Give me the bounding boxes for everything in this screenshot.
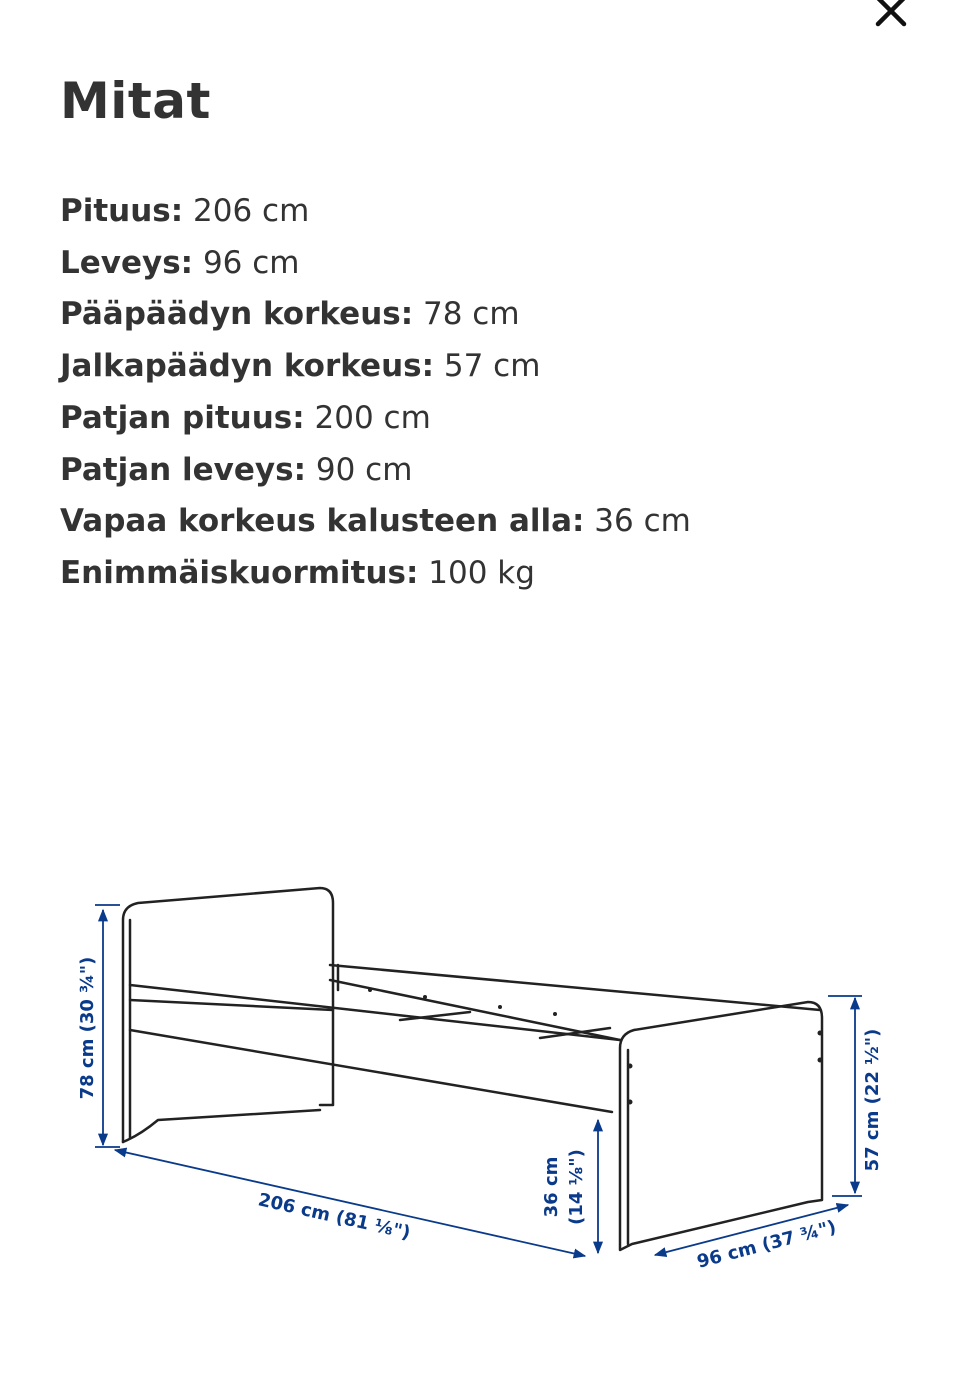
measurement-value: 100 kg	[428, 554, 535, 591]
measurement-value: 206 cm	[193, 193, 310, 229]
measurement-footboard-height	[60, 341, 691, 393]
clearance-cm-label: 36 cm	[541, 1156, 562, 1218]
measurement-value: 57 cm	[443, 348, 541, 385]
page-title: Mitat	[60, 72, 211, 130]
measurement-value: 96 cm	[202, 244, 300, 281]
length-label: 206 cm (81 ⅛")	[256, 1189, 413, 1244]
measurement-width	[60, 238, 691, 290]
measurement-label: Patjan leveys:	[60, 451, 306, 488]
bed-holes	[368, 988, 823, 1105]
measurement-value: 36 cm	[594, 503, 691, 540]
headboard-height-label: 78 cm (30 ¾")	[77, 956, 98, 1100]
dimension-lines	[95, 905, 862, 1256]
measurement-value: 90 cm	[315, 451, 413, 488]
width-label: 96 cm (37 ¾")	[694, 1216, 839, 1273]
measurement-mattress-width	[60, 445, 691, 497]
measurement-length	[60, 186, 691, 238]
measurement-value: 200 cm	[314, 399, 431, 436]
measurement-value: 78 cm	[422, 296, 520, 333]
measurement-label: Pituus:	[60, 193, 184, 229]
measurement-label: Leveys:	[60, 244, 194, 281]
measurement-label: Patjan pituus:	[60, 399, 305, 436]
measurement-label: Enimmäiskuormitus:	[60, 554, 419, 591]
footboard-height-label: 57 cm (22 ½")	[862, 1028, 883, 1172]
measurement-headboard-height	[60, 289, 691, 341]
measurement-mattress-length	[60, 393, 691, 445]
bed-illustration	[123, 888, 822, 1250]
measurement-max-load	[60, 548, 691, 600]
measurements-list	[60, 186, 691, 600]
close-icon	[874, 0, 908, 28]
clearance-in-label: (14 ⅛")	[566, 1149, 587, 1225]
measurement-label: Jalkapäädyn korkeus:	[60, 348, 434, 385]
measurement-label: Pääpäädyn korkeus:	[60, 296, 414, 333]
measurement-free-height	[60, 496, 691, 548]
measurement-label: Vapaa korkeus kalusteen alla:	[60, 503, 585, 540]
bed-dimension-drawing	[60, 870, 900, 1290]
close-button[interactable]	[866, 0, 916, 36]
